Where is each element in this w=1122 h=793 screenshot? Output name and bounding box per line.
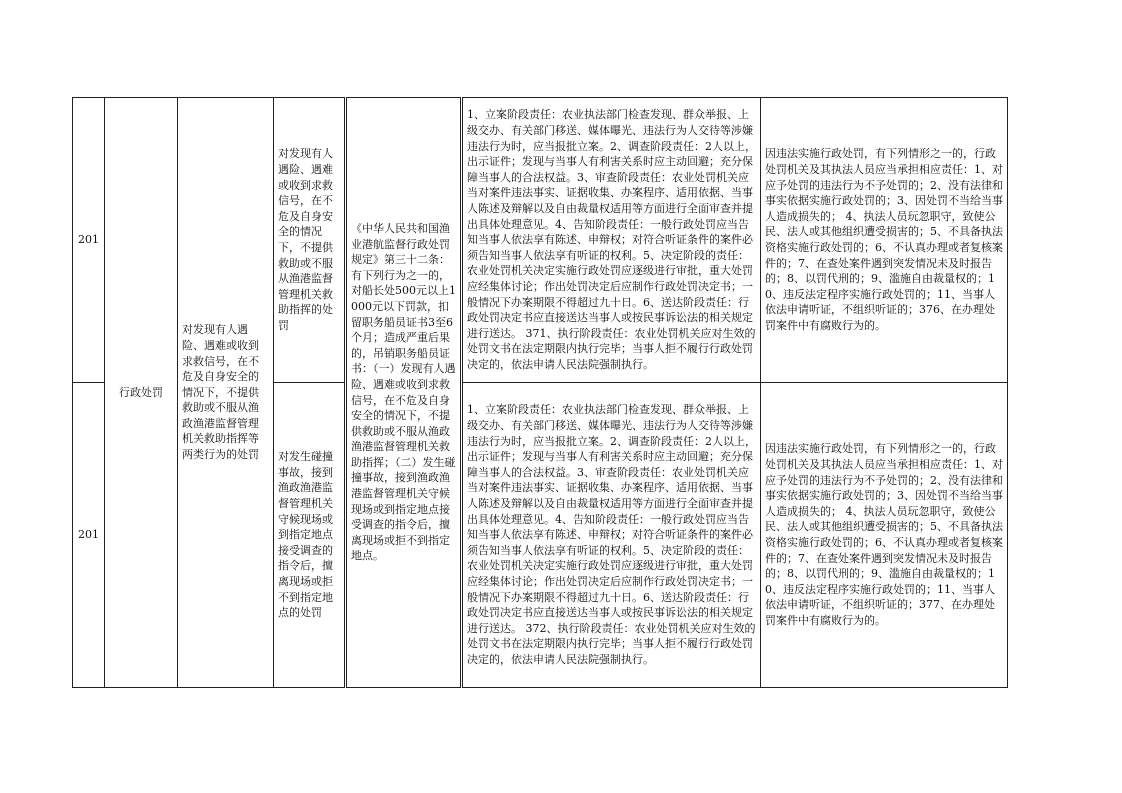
responsibility-cell: 1、立案阶段责任：农业执法部门检查发现、群众举报、上级交办、有关部门移送、媒体曝光、违法行为人交待等涉嫌违法行为时，应当报批立案。2、调查阶段责任：2人以上，出示证件；发现与当事人有利害关系时应主动回避；充分保障当事人的合法权益。3、审查阶段责任：农业处罚机关应当对案件违法事实、证据收集、办案程序、适用依据、当事人陈述及辩解以及自由裁量权适用等方面进行全面审查并提出具体处理意见。4、告知阶段责任：一般行政处罚应当告知当事人依法享有陈述、申辩权；对符合听证条件的案件必须告知当事人依法享有听证的权利。5、决定阶段的责任：农业处罚机关决定实施行政处罚应逐级进行审批，重大处罚应经集体讨论；作出处罚决定后应制作行政处罚决定书；一般情况下办案期限不得超过九十日。6、送达阶段责任：行政处罚决定书应直接送达当事人或按民事诉讼法的相关规定进行送达。 371、执行阶段责任：农业处罚机关应对生效的处罚文书在法定期限内执行完毕；当事人拒不履行行政处罚决定的，依法申请人民法院强制执行。 (462, 98, 761, 383)
table-row (73, 98, 1008, 383)
sub-item-cell: 对发生碰撞事故，接到渔政渔港监督管理机关守候现场或到指定地点接受调查的指令后，擅离现场或拒不到指定地点的处罚 (274, 383, 346, 688)
sub-item-cell: 对发现有人遇险、遇难或收到求救信号，在不危及自身安全的情况下，不提供救助或不服从渔港监督管理机关救助指挥的处罚 (274, 98, 346, 383)
accountability-cell: 因违法实施行政处罚，有下列情形之一的，行政处罚机关及其执法人员应当承担相应责任：1、对应予处罚的违法行为不予处罚的；2、没有法律和事实依据实施行政处罚的；3、因处罚不当给当事人造成损失的； 4、执法人员玩忽职守，致使公民、法人或其他组织遭受损害的；5、不具备执法资格实施行政处罚的；6、不认真办理或者复核案件的；7、在查处案件遇到突发情况未及时报告的；8、以罚代刑的；9、滥施自由裁量权的；10、违反法定程序实施行政处罚的；11、当事人依法申请听证，不组织听证的；376、在办理处罚案件中有腐败行为的。 (761, 98, 1008, 383)
legal-basis-cell: 《中华人民共和国渔业港航监督行政处罚规定》第三十二条：有下列行为之一的，对船长处500元以上1000元以下罚款，扣留职务船员证书3至6个月；造成严重后果的，吊销职务船员证书：（一）发现有人遇险、遇难或收到求救信号，在不危及自身安全的情况下，不提供救助或不服从渔政渔港监督管理机关救助指挥；（二）发生碰撞事故，接到渔政渔港监督管理机关守候现场或到指定地点接受调查的指令后，擅离现场或拒不到指定地点。 (346, 98, 462, 688)
category-cell: 行政处罚 (105, 98, 178, 688)
responsibility-cell: 1、立案阶段责任：农业执法部门检查发现、群众举报、上级交办、有关部门移送、媒体曝光、违法行为人交待等涉嫌违法行为时，应当报批立案。2、调查阶段责任：2人以上，出示证件；发现与当事人有利害关系时应主动回避；充分保障当事人的合法权益。3、审查阶段责任：农业处罚机关应当对案件违法事实、证据收集、办案程序、适用依据、当事人陈述及辩解以及自由裁量权适用等方面进行全面审查并提出具体处理意见。4、告知阶段责任：一般行政处罚应当告知当事人依法享有陈述、申辩权；对符合听证条件的案件必须告知当事人依法享有听证的权利。5、决定阶段的责任：农业处罚机关决定实施行政处罚应逐级进行审批，重大处罚应经集体讨论；作出处罚决定后应制作行政处罚决定书；一般情况下办案期限不得超过九十日。6、送达阶段责任：行政处罚决定书应直接送达当事人或按民事诉讼法的相关规定进行送达。 372、执行阶段责任：农业处罚机关应对生效的处罚文书在法定期限内执行完毕；当事人拒不履行行政处罚决定的，依法申请人民法院强制执行。 (462, 383, 761, 688)
accountability-cell: 因违法实施行政处罚，有下列情形之一的，行政处罚机关及其执法人员应当承担相应责任：1、对应予处罚的违法行为不予处罚的；2、没有法律和事实依据实施行政处罚的；3、因处罚不当给当事人造成损失的； 4、执法人员玩忽职守，致使公民、法人或其他组织遭受损害的；5、不具备执法资格实施行政处罚的；6、不认真办理或者复核案件的；7、在查处案件遇到突发情况未及时报告的；8、以罚代刑的；9、滥施自由裁量权的；10、违反法定程序实施行政处罚的；11、当事人依法申请听证，不组织听证的；377、在办理处罚案件中有腐败行为的。 (761, 383, 1008, 688)
row-number: 201 (73, 98, 105, 383)
power-list-table (72, 97, 1008, 688)
row-number: 201 (73, 383, 105, 688)
item-name-cell: 对发现有人遇险、遇难或收到求救信号，在不危及自身安全的情况下，不提供救助或不服从渔政渔港监督管理机关救助指挥等两类行为的处罚 (178, 98, 274, 688)
